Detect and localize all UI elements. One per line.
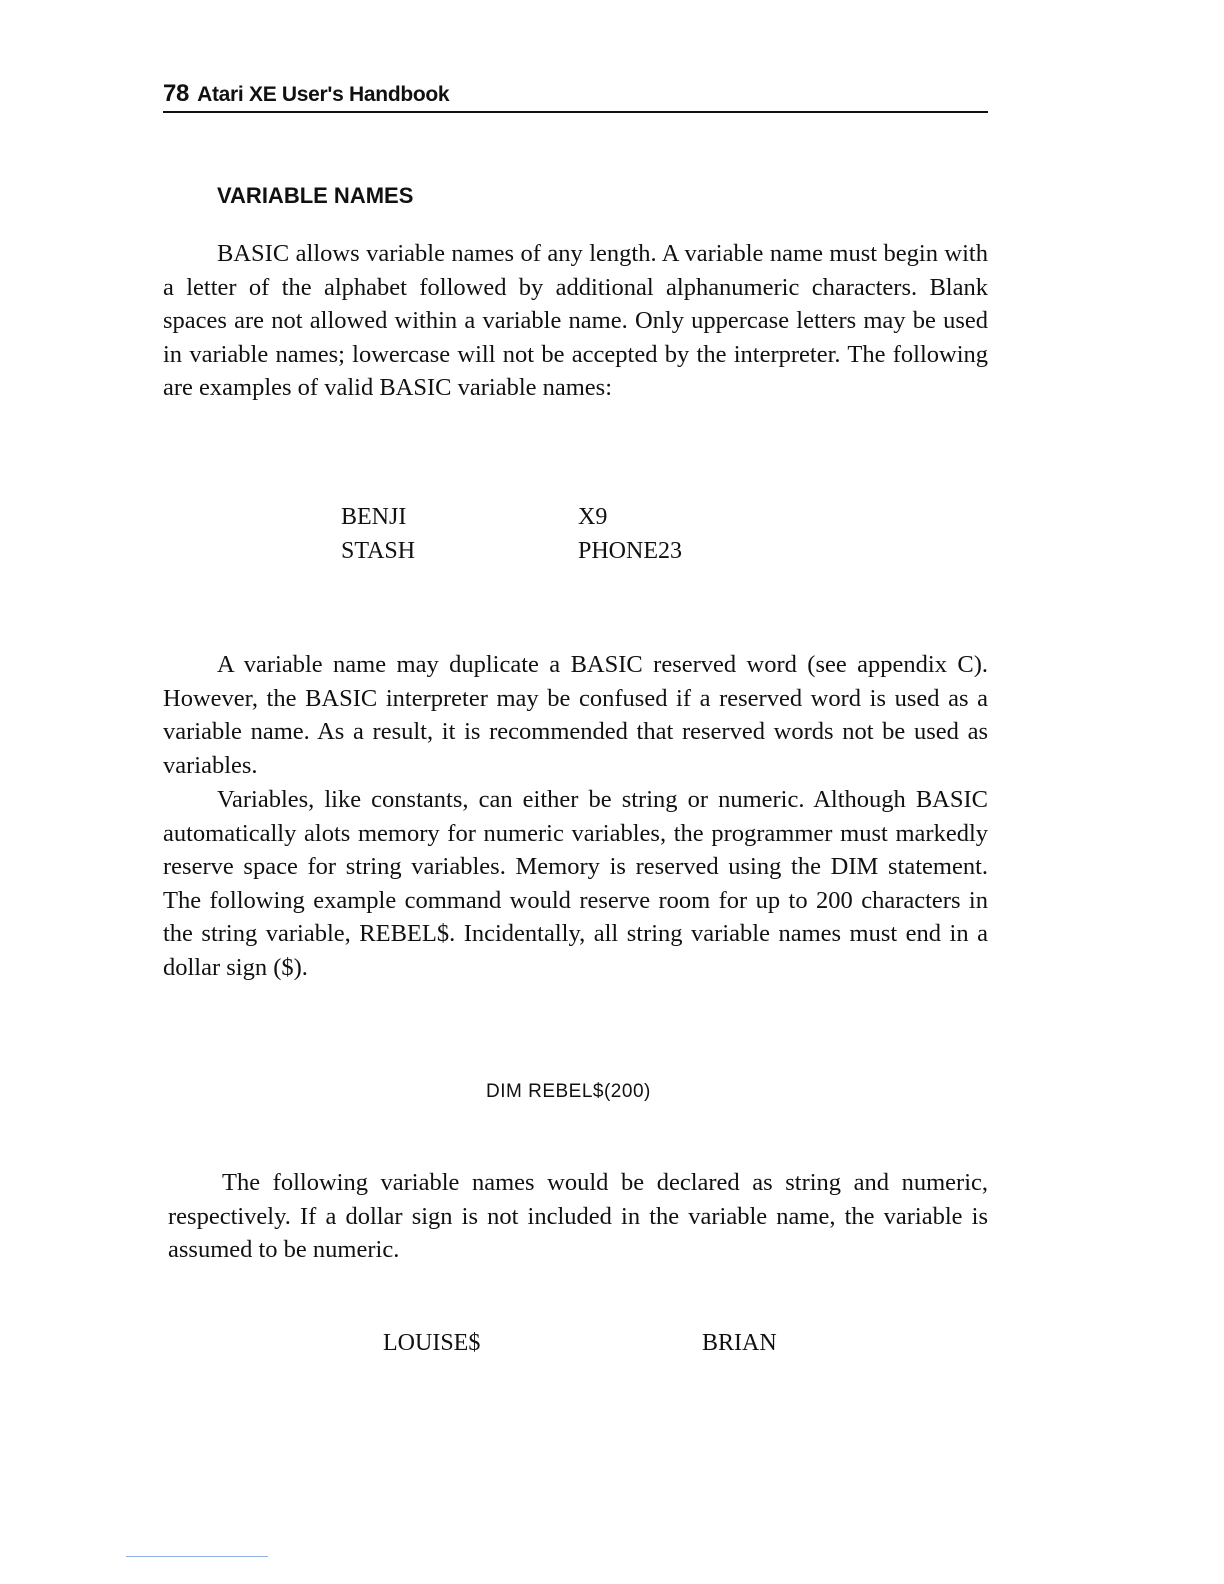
scan-artifact-line <box>126 1556 268 1557</box>
running-header <box>163 80 988 108</box>
section-title: VARIABLE NAMES <box>217 183 414 208</box>
example-name: BENJI <box>341 504 407 530</box>
type-names-example <box>383 1326 777 1360</box>
example-row <box>341 500 682 534</box>
paragraph-4: The following variable names would be declared as string and numeric, respectively. If a dollar sign is not included in the variable name, the variable is assumed to be numeric. <box>168 1169 988 1264</box>
valid-names-example <box>341 500 682 568</box>
example-row <box>341 534 682 568</box>
example-name: PHONE23 <box>578 538 683 564</box>
example-name-numeric: BRIAN <box>702 1330 777 1356</box>
example-name: STASH <box>341 538 416 564</box>
example-name: X9 <box>578 504 608 530</box>
page-number: 78 <box>163 80 190 107</box>
example-name-string: LOUISE$ <box>383 1330 481 1356</box>
header-rule <box>163 111 988 113</box>
example-row <box>383 1326 777 1360</box>
paragraph-3: Variables, like constants, can either be string or numeric. Although BASIC automatically alots memory for numeric variables, the programmer must markedly reserve space for string variables. Memory is reserved using the DIM statement. The following example command would reserve room for up to 200 characters in the string variable, REBEL$. Incidentally, all string variable names must end in a dollar sign ($). <box>163 786 988 981</box>
paragraph-2: A variable name may duplicate a BASIC reserved word (see appendix C). However, the BASIC interpreter may be confused if a reserved word is used as a variable name. As a result, it is recommended that reserved words not be used as variables. <box>163 651 988 779</box>
running-title: Atari XE User's Handbook <box>197 83 450 106</box>
code-example: DIM REBEL$(200) <box>486 1081 651 1102</box>
paragraph-1: BASIC allows variable names of any length. A variable name must begin with a letter of the alphabet followed by additional alphanumeric characters. Blank spaces are not allowed within a variable name. Only uppercase letters may be used in variable names; lowercase will not be accepted by the interpreter. The following are examples of valid BASIC variable names: <box>163 240 988 402</box>
